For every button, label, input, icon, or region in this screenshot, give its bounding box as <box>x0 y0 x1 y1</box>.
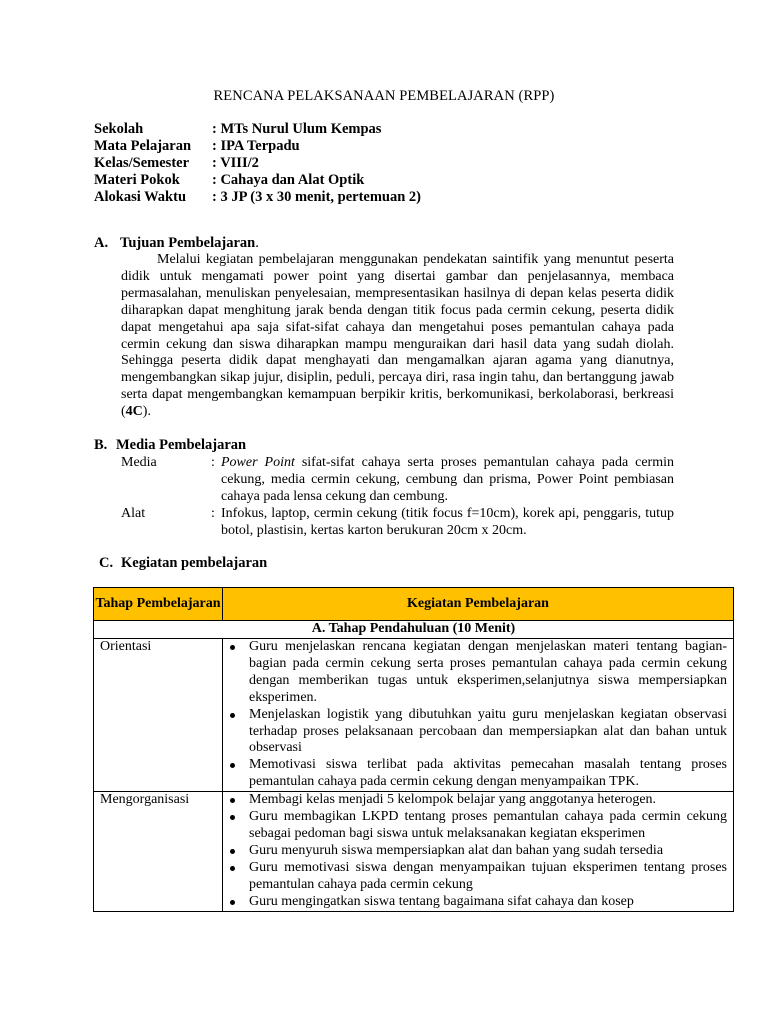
section-b-number: B. <box>94 437 108 453</box>
list-item <box>223 894 727 911</box>
phase-row <box>94 621 734 639</box>
identity-label: Alokasi Waktu <box>94 189 187 205</box>
stage-label: Orientasi <box>94 639 223 792</box>
document-title: RENCANA PELAKSANAAN PEMBELAJARAN (RPP) <box>213 88 555 104</box>
identity-row <box>94 189 421 206</box>
media-text <box>221 455 674 506</box>
identity-block <box>94 121 421 206</box>
identity-row <box>94 155 421 172</box>
table-header-row <box>94 588 734 621</box>
identity-value: : MTs Nurul Ulum Kempas <box>212 121 382 137</box>
section-a-paragraph <box>121 252 674 421</box>
section-a-end: ). <box>142 404 151 420</box>
list-item-text: Guru memotivasi siswa dengan menyampaikan tujuan eksperimen tentang proses pemantulan cahaya pada cermin cekung <box>249 859 727 892</box>
list-item-text: Membagi kelas menjadi 5 kelompok belajar yang anggotanya heterogen. <box>249 792 657 808</box>
bullet-icon <box>230 798 235 803</box>
section-c-number: C. <box>99 555 114 571</box>
list-item-text: Guru menjelaskan rencana kegiatan dengan menjelaskan materi tentang bagian-bagian pada cermin cekung serta proses pemantulan cahaya pada cermin cekung dengan memberikan tugas untuk eksperimen,selanjutnya siswa mempersiapkan eksperimen. <box>249 639 727 705</box>
table-row <box>94 639 734 792</box>
identity-label: Kelas/Semester <box>94 155 190 171</box>
col-stage-header: Tahap Pembelajaran <box>94 588 223 621</box>
media-desc: sifat-sifat cahaya serta proses pemantulan cahaya pada cermin cekung, media cermin cekung, cembung dan prisma, Power Point pembiasan cahaya pada lensa cekung dan cembung. <box>221 455 674 504</box>
activity-cell <box>223 792 734 911</box>
activity-list <box>223 639 733 791</box>
bullet-icon <box>230 763 235 768</box>
section-c-heading <box>99 555 267 572</box>
identity-value: : IPA Terpadu <box>212 138 300 154</box>
bullet-icon <box>230 900 235 905</box>
activities-table <box>93 587 734 912</box>
section-b-title: Media Pembelajaran <box>116 437 247 453</box>
identity-row <box>94 121 421 138</box>
bullet-icon <box>230 849 235 854</box>
section-a-title: Tujuan Pembelajaran <box>120 235 256 251</box>
col-activity-header: Kegiatan Pembelajaran <box>223 588 734 621</box>
section-c-title: Kegiatan pembelajaran <box>121 555 268 571</box>
table-row <box>94 792 734 911</box>
phase-label: A. Tahap Pendahuluan (10 Menit) <box>94 621 734 639</box>
identity-value: : 3 JP (3 x 30 menit, pertemuan 2) <box>212 189 422 205</box>
list-item-text: Memotivasi siswa terlibat pada aktivitas pemecahan masalah tentang proses pemantulan cahaya pada cermin cekung dengan menyampaikan TPK. <box>249 757 727 790</box>
media-label: Media <box>121 455 157 470</box>
list-item <box>223 809 727 843</box>
list-item <box>223 843 727 860</box>
activity-cell <box>223 639 734 792</box>
bullet-icon <box>230 815 235 820</box>
alat-text: Infokus, laptop, cermin cekung (titik focus f=10cm), korek api, penggaris, tutup botol, plastisin, kertas karton berukuran 20cm x 20cm. <box>221 505 674 538</box>
list-item <box>223 792 727 809</box>
section-a-text: Melalui kegiatan pembelajaran menggunakan pendekatan saintifik yang menuntut peserta didik untuk mengamati power point yang disertai gambar dan penjelasannya, membaca permasalahan, menuliskan penyelesaian, mempresentasikan hasilnya di depan kelas peserta didik diharapkan dapat menghitung jarak benda dengan titik focus pada cermin cekung, peserta didik dapat mengetahui apa saja sifat-sifat cahaya dan mengetahui poses pemantulan cahaya pada cermin cekung dan siswa diharapkan mampu menguraikan dari hasil data yang sudah diolah. Sehingga peserta didik dapat menghayati dan mengamalkan ajaran agama yang dianutnya, mengembangkan sikap jujur, disiplin, peduli, percaya diri, rasa ingin tahu, dan bertanggung jawab serta dapat mengembangkan kemampuan berpikir kritis, berkomunikasi, berkolaborasi, berkreasi ( <box>121 252 674 420</box>
identity-label: Sekolah <box>94 121 144 137</box>
list-item-text: Menjelaskan logistik yang dibutuhkan yaitu guru menjelaskan kegiatan observasi terhadap proses pelaksanaan percobaan dan mempersiapkan alat dan bahan untuk observasi <box>249 706 727 756</box>
bullet-icon <box>230 645 235 650</box>
identity-label: Mata Pelajaran <box>94 138 192 154</box>
section-a-bold: 4C <box>125 404 143 420</box>
media-block <box>121 455 674 540</box>
identity-row <box>94 172 421 189</box>
identity-value: : Cahaya dan Alat Optik <box>212 172 365 188</box>
list-item-text: Guru membagikan LKPD tentang proses pemantulan cahaya pada cermin cekung sebagai pedoman bagi siswa untuk melaksanakan kegiatan eksperimen <box>249 809 727 841</box>
media-italic: Power Point <box>221 455 295 470</box>
list-item <box>223 639 727 707</box>
stage-label: Mengorganisasi <box>94 792 223 911</box>
section-a-heading: A. Tujuan Pembelajaran. <box>94 235 259 251</box>
bullet-icon <box>230 866 235 871</box>
identity-value: : VIII/2 <box>212 155 259 171</box>
activity-list <box>223 792 733 910</box>
alat-row: Alat : Infokus, laptop, cermin cekung (titik focus f=10cm), korek api, penggaris, tutup botol, plastisin, kertas karton berukuran 20cm x 20cm. <box>121 505 674 538</box>
list-item <box>223 757 727 791</box>
bullet-icon <box>230 713 235 718</box>
list-item-text: Guru menyuruh siswa mempersiapkan alat dan bahan yang sudah tersedia <box>249 842 664 858</box>
list-item-text: Guru mengingatkan siswa tentang bagaimana sifat cahaya dan kosep <box>249 893 634 909</box>
list-item <box>223 707 727 758</box>
section-b-heading <box>94 437 246 454</box>
media-row: Media : Power Point sifat-sifat cahaya serta proses pemantulan cahaya pada cermin cekung, media cermin cekung, cembung dan prisma, Power Point pembiasan cahaya pada lensa cekung dan cembung. <box>121 455 674 504</box>
section-a-number: A. <box>94 235 109 251</box>
alat-label: Alat <box>121 505 146 521</box>
identity-row <box>94 138 421 155</box>
list-item <box>223 860 727 894</box>
identity-label: Materi Pokok <box>94 172 180 188</box>
